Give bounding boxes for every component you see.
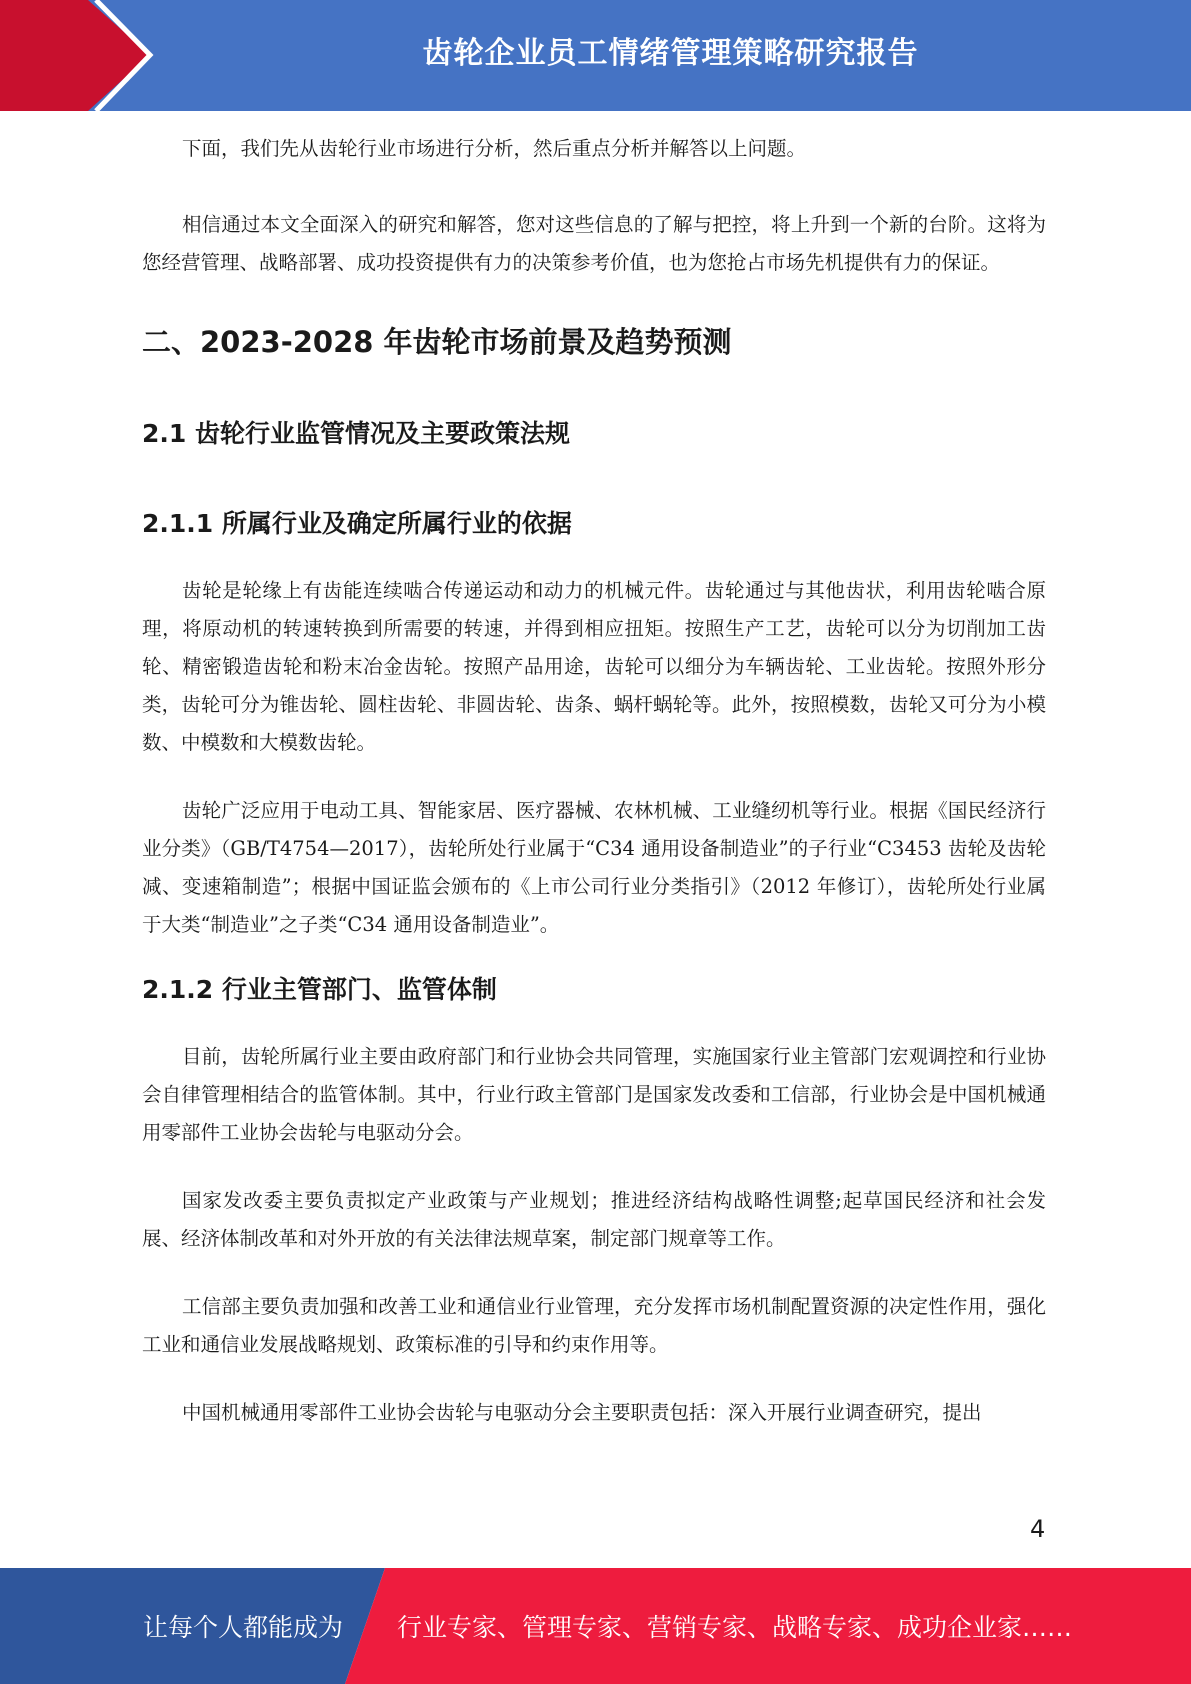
section-heading: 二、2023-2028 年齿轮市场前景及趋势预测 bbox=[142, 325, 732, 359]
header-red-arrow bbox=[0, 0, 150, 111]
paragraph-gear-application: 齿轮广泛应用于电动工具、智能家居、医疗器械、农林机械、工业缝纫机等行业。根据《国民经济行业分类》（GB/T4754—2017），齿轮所处行业属于“C34 通用设备制造业”的子行业“C3453 齿轮及齿轮减、变速箱制造”；根据中国证监会颁布的《上市公司行业分类指引》（2012 年修订），齿轮所处行业属于大类“制造业”之子类“C34 通用设备制造业”。 bbox=[142, 799, 1046, 936]
paragraph-association: 中国机械通用零部件工业协会齿轮与电驱动分会主要职责包括：深入开展行业调查研究，提出 bbox=[182, 1401, 982, 1424]
subsection-heading-2-1: 2.1 齿轮行业监管情况及主要政策法规 bbox=[142, 419, 570, 448]
paragraph-belief: 相信通过本文全面深入的研究和解答，您对这些信息的了解与把控，将上升到一个新的台阶。这将为您经营管理、战略部署、成功投资提供有力的决策参考价值，也为您抢占市场先机提供有力的保证。 bbox=[142, 213, 1046, 274]
page-header bbox=[0, 0, 1191, 111]
subsection-heading-2-1-1: 2.1.1 所属行业及确定所属行业的依据 bbox=[142, 509, 572, 538]
paragraph-gear-definition: 齿轮是轮缘上有齿能连续啮合传递运动和动力的机械元件。齿轮通过与其他齿状，利用齿轮啮合原理，将原动机的转速转换到所需要的转速，并得到相应扭矩。按照生产工艺，齿轮可以分为切削加工齿轮、精密锻造齿轮和粉末冶金齿轮。按照产品用途，齿轮可以细分为车辆齿轮、工业齿轮。按照外形分类，齿轮可分为锥齿轮、圆柱齿轮、非圆齿轮、齿条、蜗杆蜗轮等。此外，按照模数，齿轮又可分为小模数、中模数和大模数齿轮。 bbox=[142, 579, 1046, 754]
paragraph-intro: 下面，我们先从齿轮行业市场进行分析，然后重点分析并解答以上问题。 bbox=[182, 137, 807, 160]
footer-slogan-left: 让每个人都能成为 bbox=[143, 1613, 344, 1642]
paragraph-ndrc: 国家发改委主要负责拟定产业政策与产业规划；推进经济结构战略性调整;起草国民经济和社会发展、经济体制改革和对外开放的有关法律法规草案，制定部门规章等工作。 bbox=[142, 1189, 1046, 1250]
paragraph-regulation: 目前，齿轮所属行业主要由政府部门和行业协会共同管理，实施国家行业主管部门宏观调控和行业协会自律管理相结合的监管体制。其中，行业行政主管部门是国家发改委和工信部，行业协会是中国机械通用零部件工业协会齿轮与电驱动分会。 bbox=[142, 1045, 1046, 1144]
paragraph-miit: 工信部主要负责加强和改善工业和通信业行业管理，充分发挥市场机制配置资源的决定性作用，强化工业和通信业发展战略规划、政策标准的引导和约束作用等。 bbox=[142, 1295, 1046, 1356]
page-number: 4 bbox=[1030, 1515, 1046, 1543]
footer-slogan-right: 行业专家、管理专家、营销专家、战略专家、成功企业家…… bbox=[397, 1613, 1073, 1642]
subsection-heading-2-1-2: 2.1.2 行业主管部门、监管体制 bbox=[142, 975, 497, 1004]
document-body bbox=[142, 130, 1046, 1432]
header-title: 齿轮企业员工情绪管理策略研究报告 bbox=[422, 36, 919, 71]
page-footer bbox=[0, 1568, 1191, 1684]
